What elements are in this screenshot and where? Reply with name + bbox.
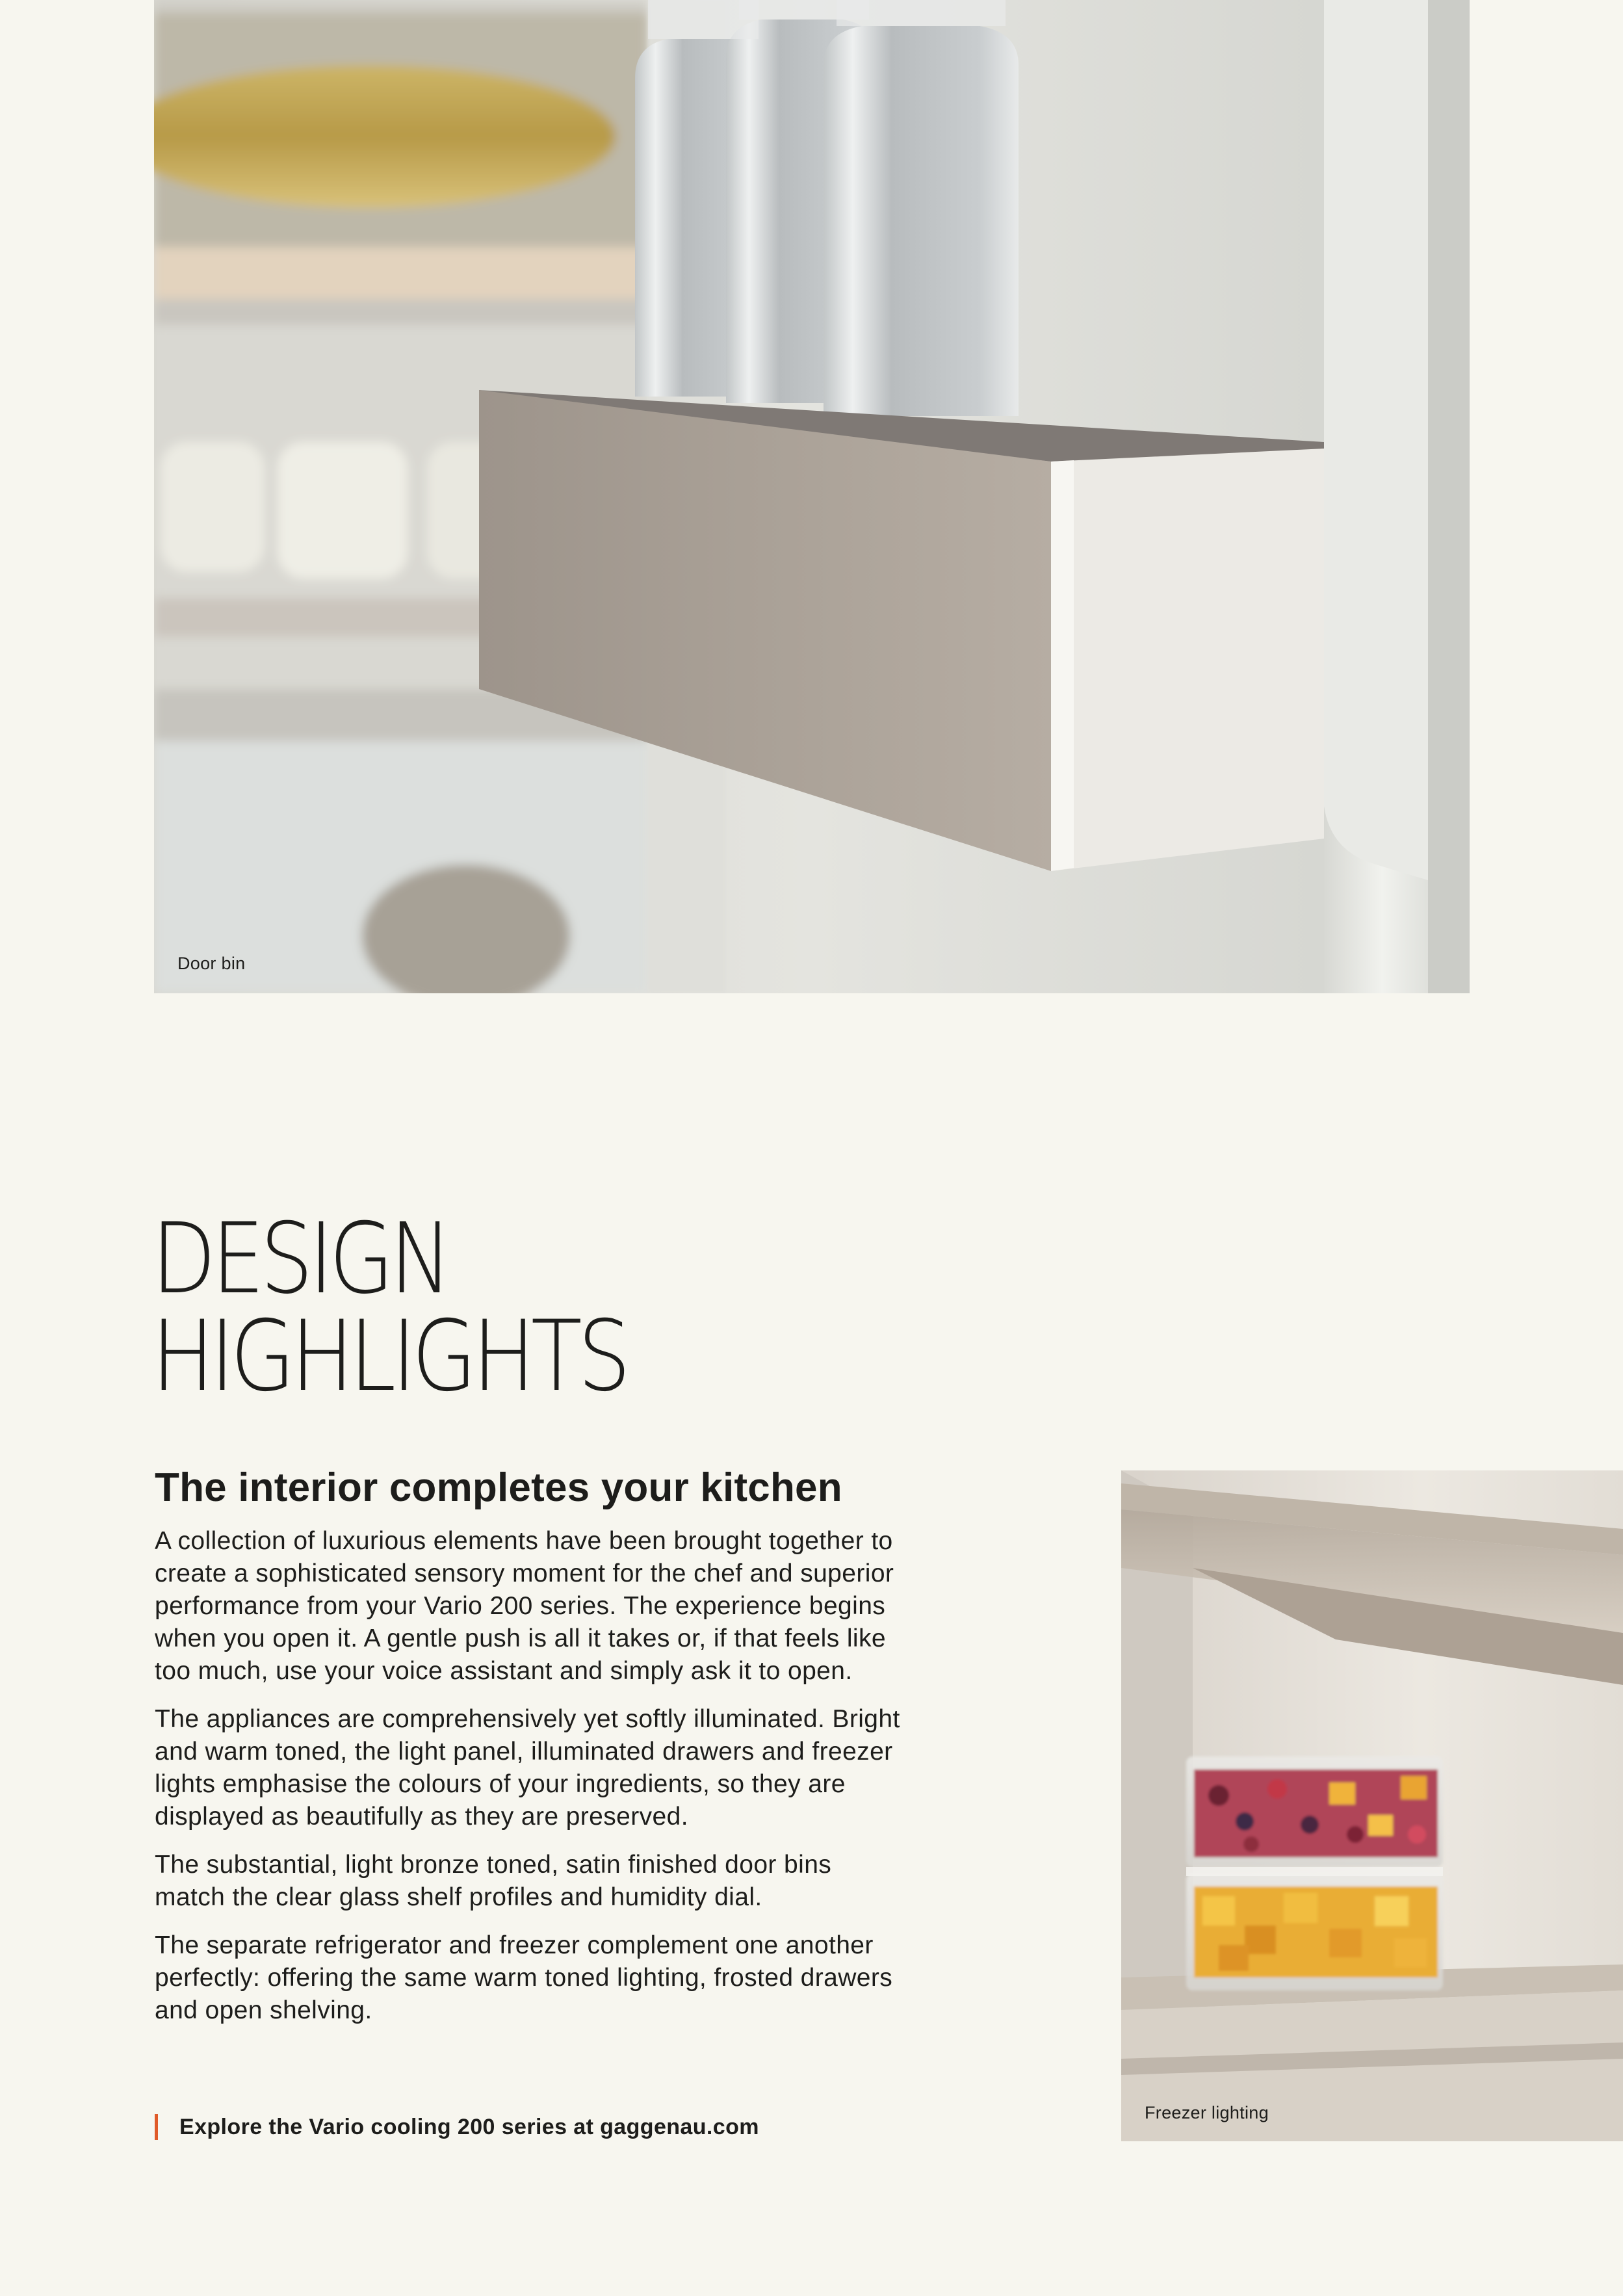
article-body: [155, 1465, 909, 2042]
article-paragraph-2: The appliances are comprehensively yet softly illuminated. Bright and warm toned, the light panel, illuminated drawers and freezer lights emphasise the colours of your ingredients, so they are displayed as beautifully as they are preserved.: [155, 1705, 900, 1831]
headline-line-1: DESIGN: [151, 1203, 448, 1316]
door-bin-caption: Door bin: [177, 954, 246, 973]
explore-link-text[interactable]: Explore the Vario cooling 200 series at gaggenau.com: [179, 2114, 759, 2139]
freezer-lighting-illustration: [1121, 1470, 1623, 2141]
article-paragraph-4: The separate refrigerator and freezer complement one another perfectly: offering the same warm toned lighting, frosted drawers and open shelving.: [155, 1931, 893, 2024]
door-bin-photo: [154, 0, 1470, 993]
freezer-lighting-photo: [1121, 1470, 1623, 2141]
headline-line-2: HIGHLIGHTS: [151, 1300, 627, 1413]
explore-link[interactable]: [155, 2114, 759, 2140]
cta-accent-bar: [155, 2114, 158, 2140]
article-paragraph-1: A collection of luxurious elements have been brought together to create a sophisticated sensory moment for the chef and superior performance from your Vario 200 series. The experience begins when you open it. A gentle push is all it takes or, if that feels like too much, use your voice assistant and simply ask it to open.: [155, 1527, 894, 1685]
door-bin-illustration: [154, 0, 1470, 993]
article-subheading: The interior completes your kitchen: [155, 1465, 842, 1510]
page-headline: [151, 1203, 627, 1413]
freezer-lighting-caption: Freezer lighting: [1145, 2103, 1269, 2122]
article-paragraph-3: The substantial, light bronze toned, satin finished door bins match the clear glass shelf profiles and humidity dial.: [155, 1851, 832, 1911]
